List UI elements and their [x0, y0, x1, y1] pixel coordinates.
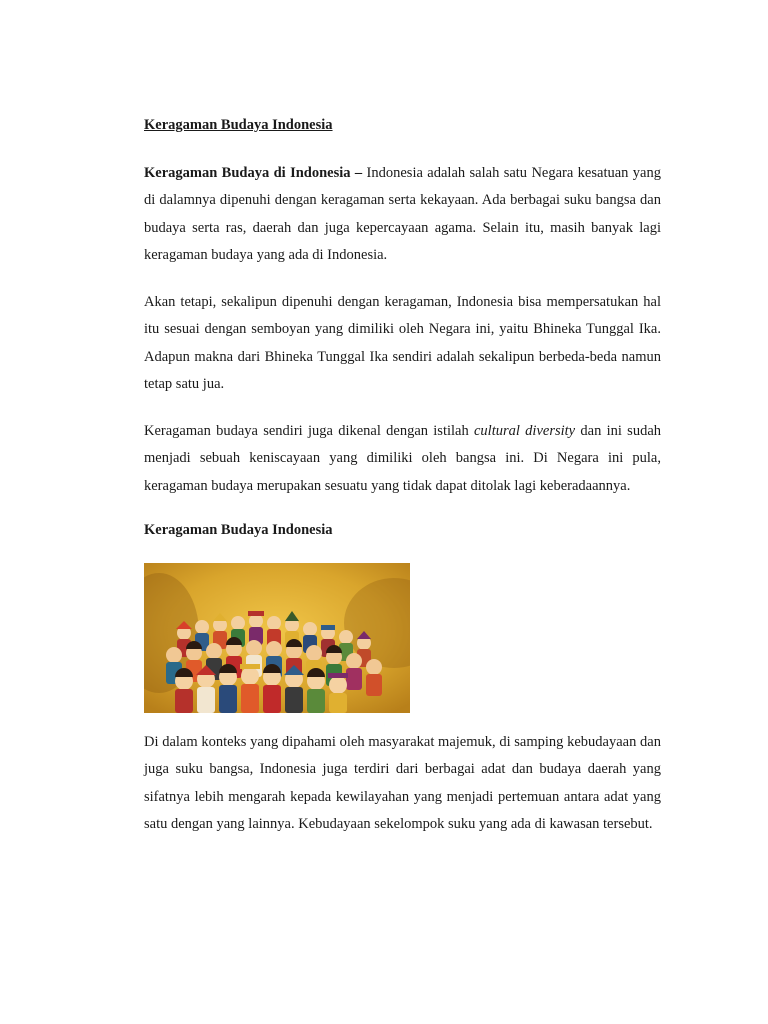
paragraph-3-after: dan ini sudah menjadi sebuah keniscayaan yang dimiliki oleh bangsa ini. Di Negara ini pula, keragaman budaya merupakan sesuatu yang tidak dapat ditolak lagi keberadaannya. — [144, 422, 662, 494]
paragraph-3 — [144, 418, 661, 501]
paragraph-3-before: Keragaman budaya sendiri juga dikenal dengan istilah — [144, 422, 474, 439]
closing-paragraph: Di dalam konteks yang dipahami oleh masyarakat majemuk, di samping kebudayaan dan juga suku bangsa, Indonesia juga terdiri dari berbagai adat dan budaya daerah yang sifatnya lebih mengarah kepada kewilayahan yang menjadi pertemuan antara adat yang satu dengan yang lainnya. Kebudayaan sekelompok suku yang ada di kawasan tersebut. — [144, 733, 661, 832]
paragraph-3-italic: cultural diversity — [474, 422, 576, 439]
section-subheading: Keragaman Budaya Indonesia — [144, 522, 333, 538]
paragraph-2: Akan tetapi, sekalipun dipenuhi dengan keragaman, Indonesia bisa mempersatukan hal itu sesuai dengan semboyan yang dimiliki oleh Negara ini, yaitu Bhineka Tunggal Ika. Adapun makna dari Bhineka Tunggal Ika sendiri adalah sekalipun berbeda-beda namun tetap satu jua. — [144, 293, 661, 392]
document-page — [144, 112, 661, 839]
paragraph-1-text: Indonesia adalah salah satu Negara kesatuan yang di dalamnya dipenuhi dengan keragaman serta kekayaan. Ada berbagai suku bangsa dan budaya serta ras, daerah dan juga kepercayaan agama. Selain itu, masih banyak lagi keragaman budaya yang ada di Indonesia. — [144, 164, 661, 263]
illustration-graphic — [144, 563, 410, 713]
document-title: Keragaman Budaya Indonesia — [144, 117, 333, 133]
paragraph-1-lead: Keragaman Budaya di Indonesia – — [144, 164, 367, 181]
cultural-diversity-illustration — [144, 563, 410, 713]
paragraph-1 — [144, 160, 661, 270]
